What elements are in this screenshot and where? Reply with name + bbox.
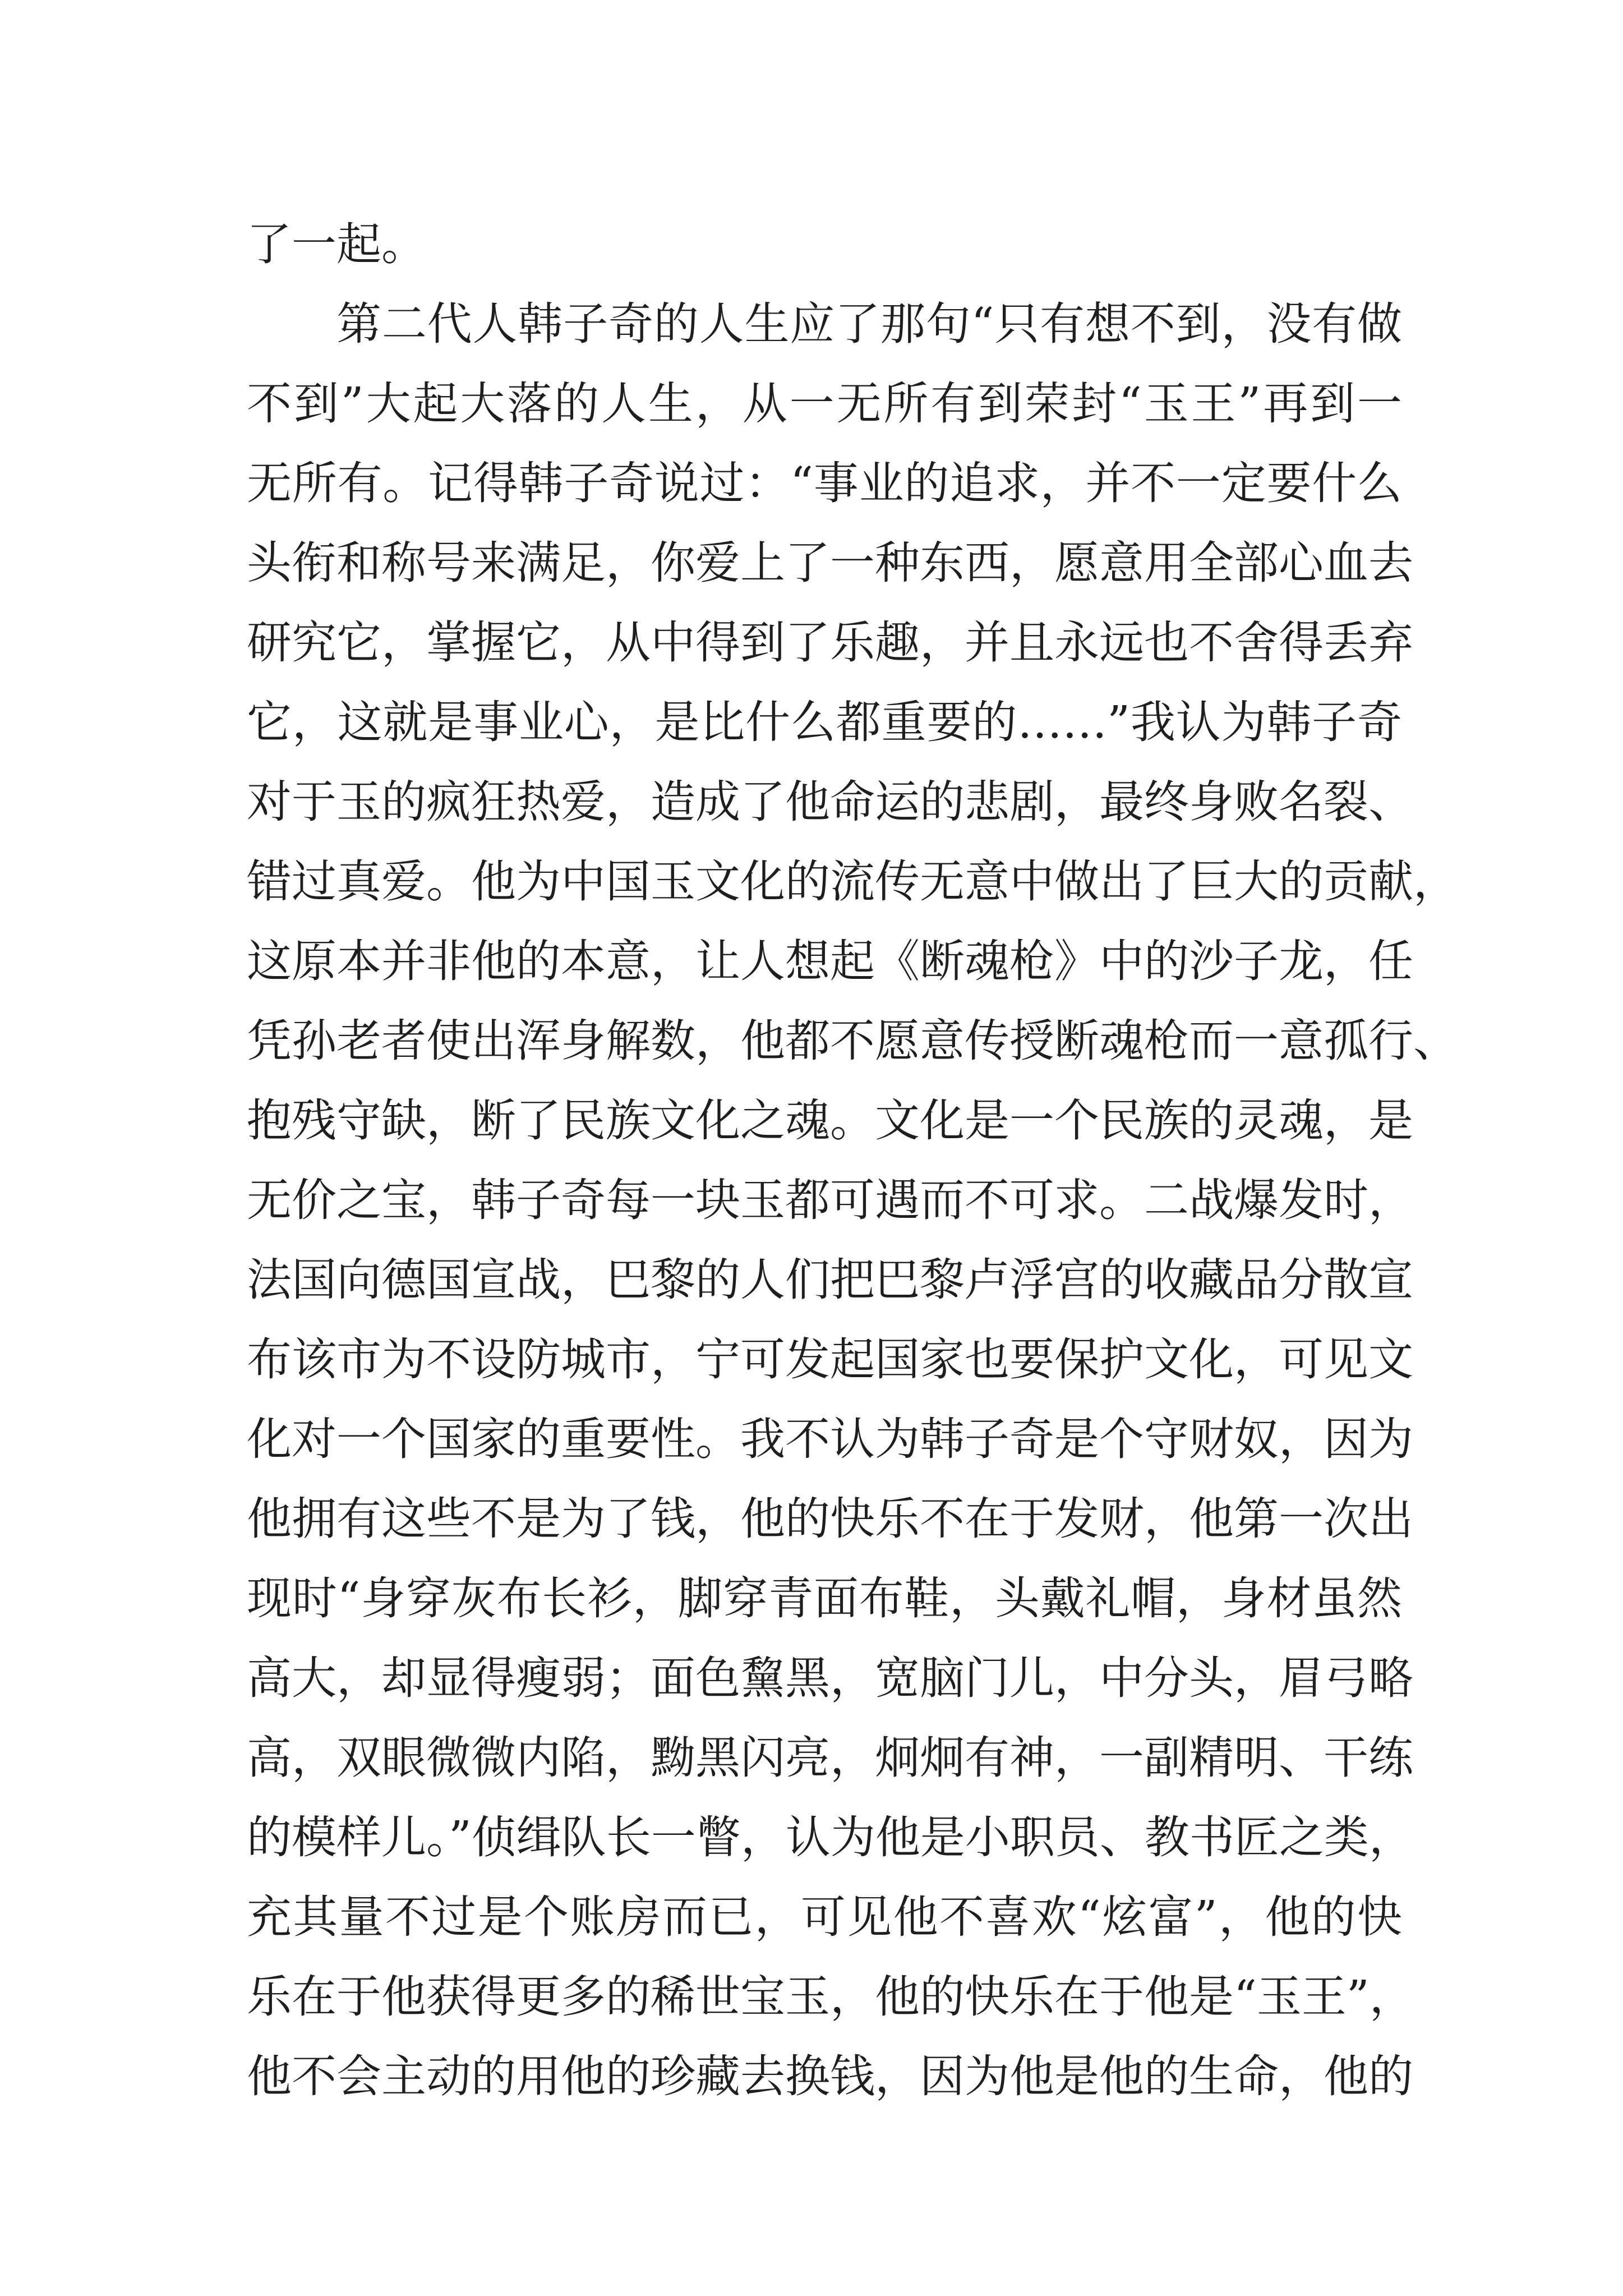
text-line: 对于玉的疯狂热爱，造成了他命运的悲剧，最终身败名裂、 [247, 776, 1413, 828]
text-line: 凭孙老者使出浑身解数，他都不愿意传授断魂枪而一意孤行、 [247, 1015, 1458, 1067]
text-line: 现时“身穿灰布长衫，脚穿青面布鞋，头戴礼帽，身材虽然 [247, 1572, 1402, 1625]
text-line: 充其量不过是个账房而已，可见他不喜欢“炫富”，他的快 [247, 1891, 1402, 1943]
text-line: 它，这就是事业心，是比什么都重要的……”我认为韩子奇 [247, 696, 1402, 748]
text-line: 这原本并非他的本意，让人想起《断魂枪》中的沙子龙，任 [247, 935, 1413, 987]
text-line: 研究它，掌握它，从中得到了乐趣，并且永远也不舍得丢弃 [247, 616, 1413, 669]
text-line: 了一起。 [247, 218, 426, 270]
body-text [247, 205, 1458, 2116]
text-line: 乐在于他获得更多的稀世宝玉，他的快乐在于他是“玉王”， [247, 1971, 1414, 2023]
text-line: 布该市为不设防城市，宁可发起国家也要保护文化，可见文 [247, 1333, 1413, 1386]
text-line: 他拥有这些不是为了钱，他的快乐不在于发财，他第一次出 [247, 1493, 1413, 1545]
text-line: 高大，却显得瘦弱；面色黧黑，宽脑门儿，中分头，眉弓略 [247, 1652, 1413, 1704]
text-line: 他不会主动的用他的珍藏去换钱，因为他是他的生命，他的 [247, 2050, 1413, 2102]
text-line: 头衔和称号来满足，你爱上了一种东西，愿意用全部心血去 [247, 537, 1413, 589]
text-line: 抱残守缺，断了民族文化之魂。文化是一个民族的灵魂，是 [247, 1094, 1413, 1147]
text-line: 高，双眼微微内陷，黝黑闪亮，炯炯有神，一副精明、干练 [247, 1732, 1413, 1784]
text-line: 无所有。记得韩子奇说过：“事业的追求，并不一定要什么 [247, 457, 1402, 509]
text-line: 化对一个国家的重要性。我不认为韩子奇是个守财奴，因为 [247, 1413, 1413, 1465]
text-line: 不到”大起大落的人生，从一无所有到荣封“玉王”再到一 [247, 378, 1402, 430]
text-line: 的模样儿。”侦缉队长一瞥，认为他是小职员、教书匠之类， [247, 1811, 1414, 1864]
text-line: 错过真爱。他为中国玉文化的流传无意中做出了巨大的贡献， [247, 855, 1458, 908]
paragraph-first-line: 第二代人韩子奇的人生应了那句“只有想不到，没有做 [336, 298, 1402, 350]
text-line: 法国向德国宣战，巴黎的人们把巴黎卢浮宫的收藏品分散宣 [247, 1254, 1413, 1306]
text-line: 无价之宝，韩子奇每一块玉都可遇而不可求。二战爆发时， [247, 1174, 1413, 1226]
